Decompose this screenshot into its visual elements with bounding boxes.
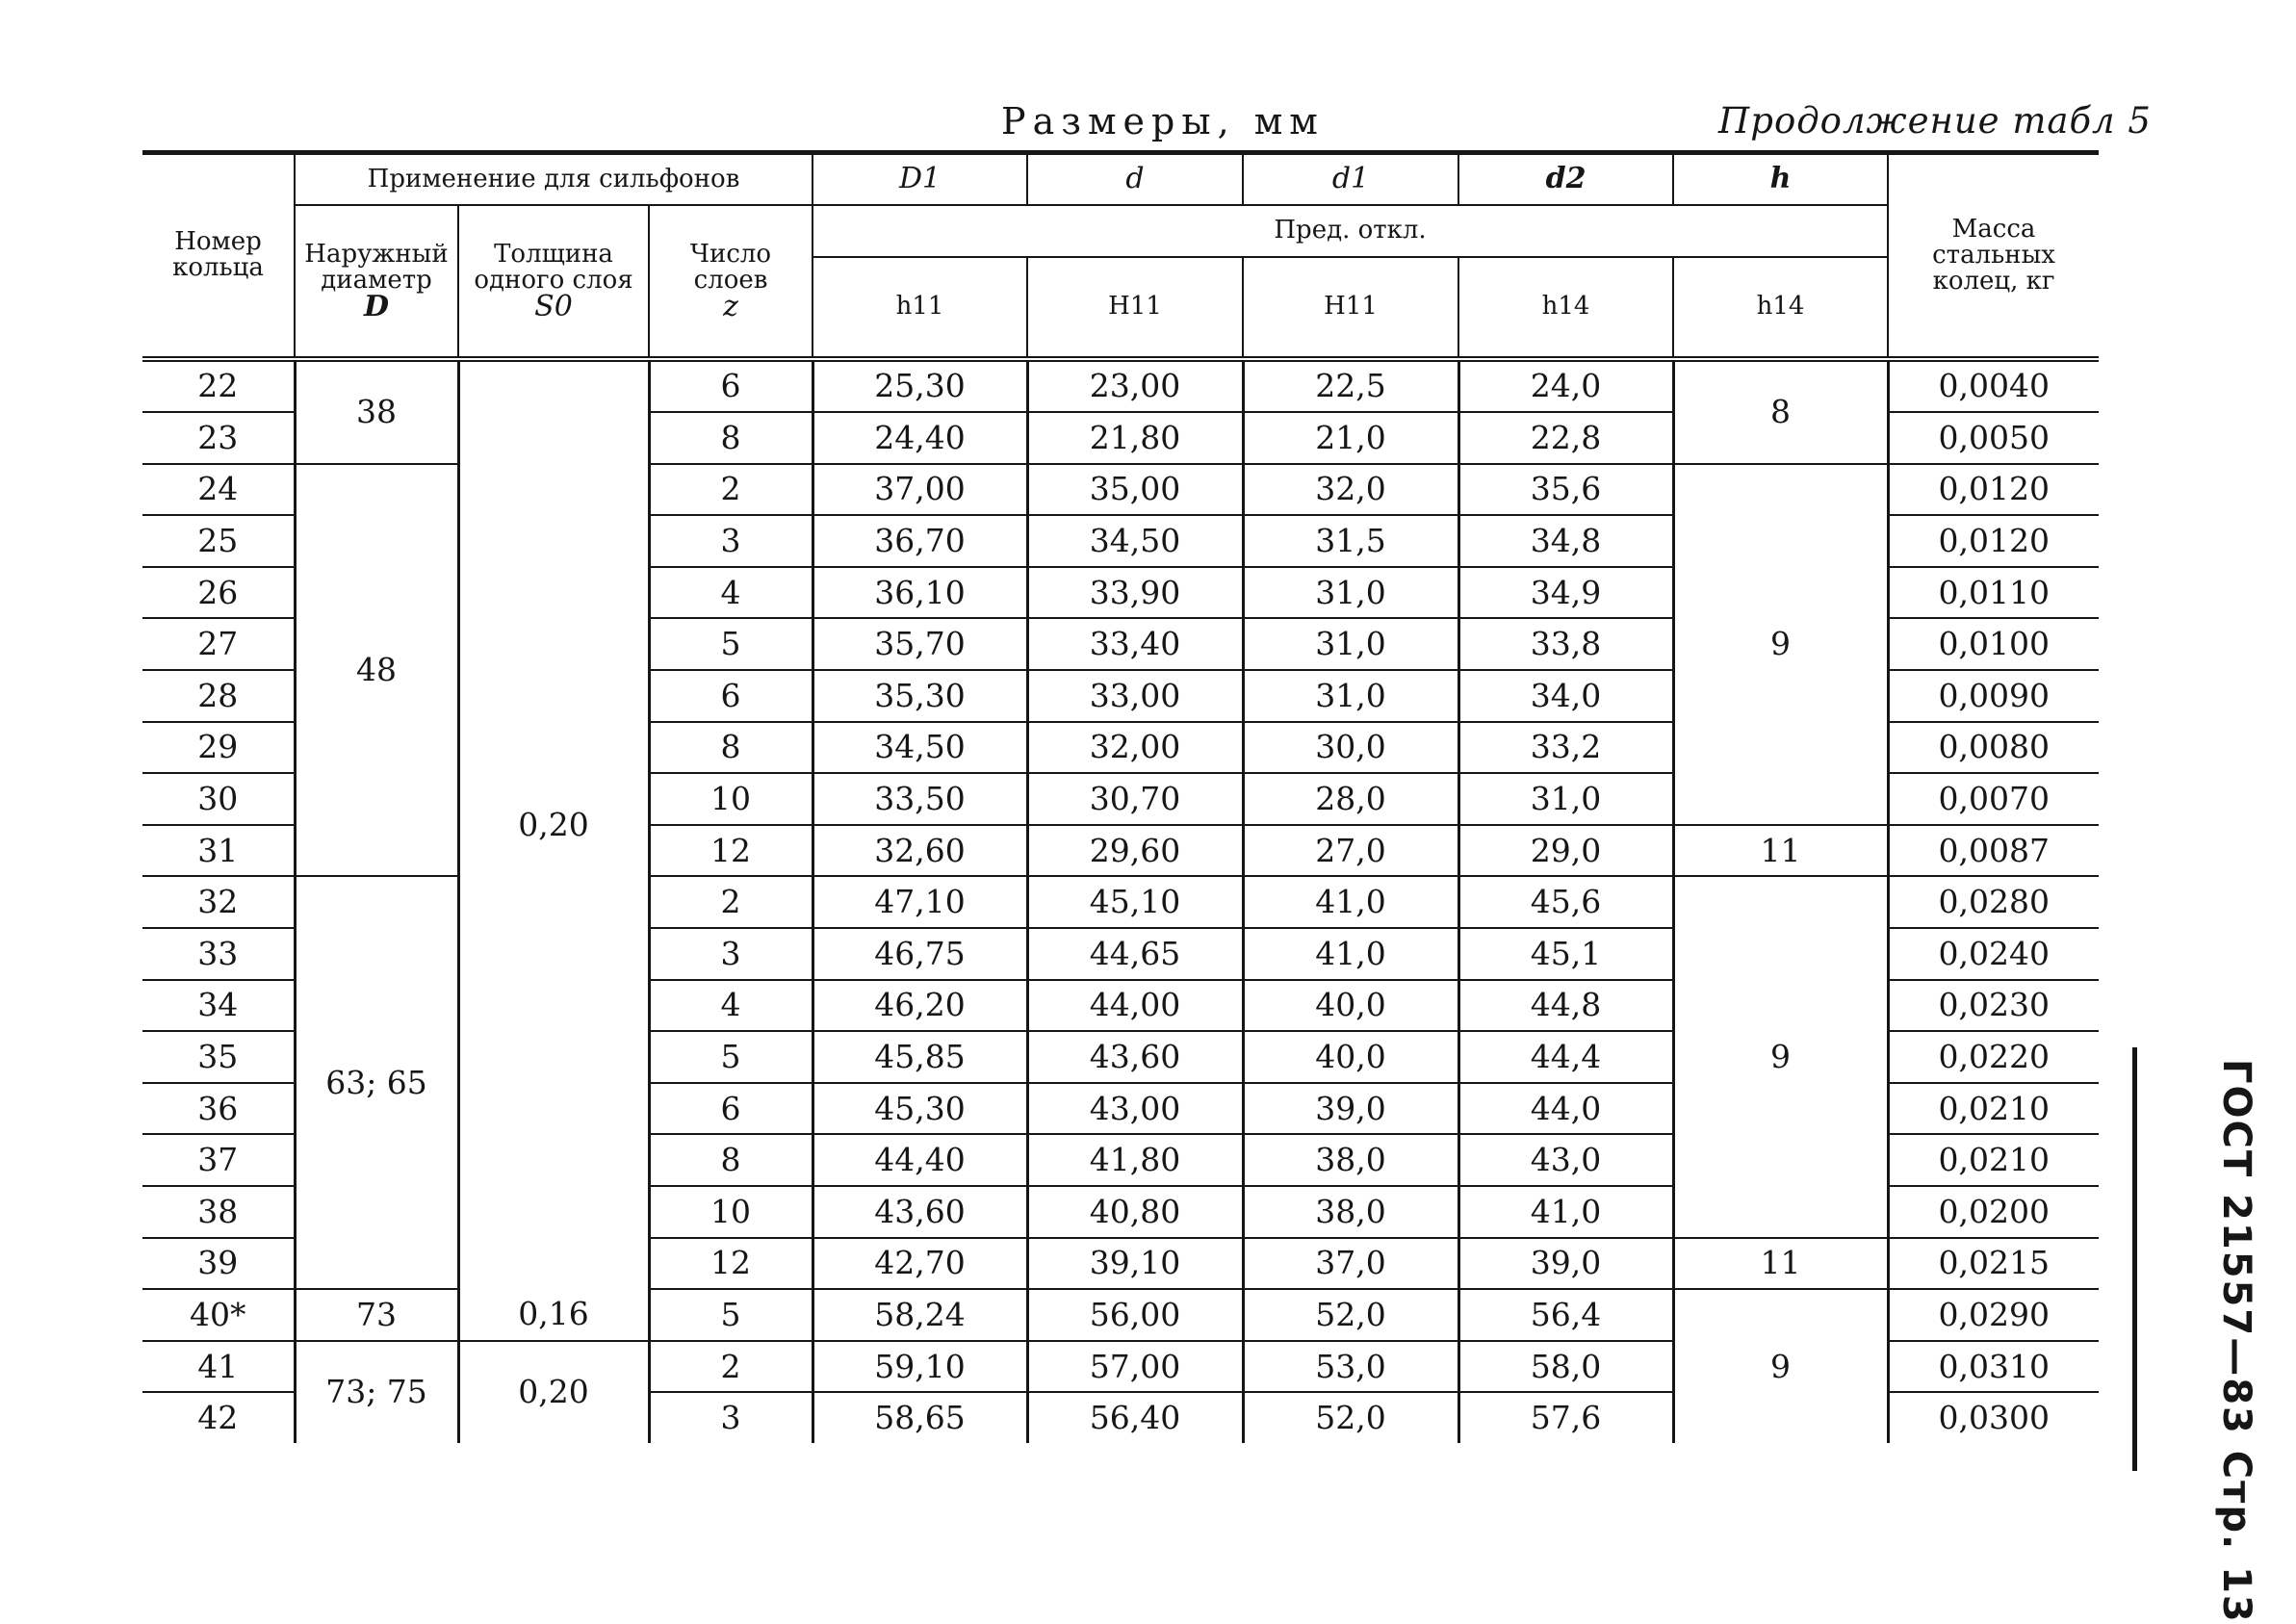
mass-value: 0,0280 [1888, 876, 2099, 928]
col-tolerance: Пред. откл. [813, 205, 1888, 257]
ring-number: 41 [142, 1341, 295, 1393]
layers-count: 4 [649, 567, 813, 619]
layers-count: 3 [649, 515, 813, 567]
d1-value: 38,0 [1243, 1134, 1458, 1186]
d-value: 21,80 [1027, 412, 1243, 464]
layer-thickness: 0,20 [458, 359, 649, 1290]
d1-value: 40,0 [1243, 1031, 1458, 1083]
outer-diameter: 63; 65 [295, 876, 458, 1289]
d1-value: 28,0 [1243, 773, 1458, 825]
layers-count: 5 [649, 618, 813, 670]
layers-count: 12 [649, 825, 813, 877]
d2-value: 22,8 [1458, 412, 1673, 464]
layer-thickness: 0,16 [458, 1289, 649, 1341]
ring-number: 28 [142, 670, 295, 722]
mass-value: 0,0215 [1888, 1238, 2099, 1290]
d2-value: 56,4 [1458, 1289, 1673, 1341]
D1-value: 46,75 [813, 928, 1027, 980]
d-value: 34,50 [1027, 515, 1243, 567]
outer-diameter: 73; 75 [295, 1341, 458, 1443]
col-h [1673, 153, 1888, 205]
D1-value: 43,60 [813, 1186, 1027, 1238]
d1-value: 41,0 [1243, 928, 1458, 980]
d2-value: 34,8 [1458, 515, 1673, 567]
dimensions-title: Размеры, мм [1001, 100, 1325, 142]
col-application: Применение для сильфонов [295, 153, 813, 205]
layers-count: 8 [649, 412, 813, 464]
mass-value: 0,0290 [1888, 1289, 2099, 1341]
mass-value: 0,0220 [1888, 1031, 2099, 1083]
layers-count: 6 [649, 359, 813, 413]
layers-count: 3 [649, 928, 813, 980]
layers-count: 4 [649, 980, 813, 1032]
d1-value: 31,0 [1243, 618, 1458, 670]
d-value: 56,00 [1027, 1289, 1243, 1341]
layers-count-label: Число слоев [689, 240, 772, 295]
ring-number: 38 [142, 1186, 295, 1238]
h-value: 9 [1673, 1289, 1888, 1443]
d-value: 57,00 [1027, 1341, 1243, 1393]
D1-symbol: D1 [898, 161, 942, 195]
mass-value: 0,0110 [1888, 567, 2099, 619]
ring-number: 36 [142, 1083, 295, 1135]
ring-number: 33 [142, 928, 295, 980]
layers-count: 5 [649, 1289, 813, 1341]
D1-value: 36,70 [813, 515, 1027, 567]
outer-diameter: 48 [295, 464, 458, 877]
d2-value: 29,0 [1458, 825, 1673, 877]
d-value: 41,80 [1027, 1134, 1243, 1186]
d2-value: 58,0 [1458, 1341, 1673, 1393]
D1-value: 58,24 [813, 1289, 1027, 1341]
d1-value: 32,0 [1243, 464, 1458, 516]
D1-value: 24,40 [813, 412, 1027, 464]
d-value: 44,00 [1027, 980, 1243, 1032]
d-value: 56,40 [1027, 1392, 1243, 1443]
d2-value: 35,6 [1458, 464, 1673, 516]
tol-d: H11 [1027, 257, 1243, 359]
d1-value: 22,5 [1243, 359, 1458, 413]
d2-value: 34,0 [1458, 670, 1673, 722]
d-value: 43,60 [1027, 1031, 1243, 1083]
mass-value: 0,0087 [1888, 825, 2099, 877]
outer-diameter-symbol: D [363, 290, 389, 323]
D1-value: 34,50 [813, 722, 1027, 774]
D1-value: 44,40 [813, 1134, 1027, 1186]
mass-value: 0,0070 [1888, 773, 2099, 825]
ring-number: 34 [142, 980, 295, 1032]
ring-number: 29 [142, 722, 295, 774]
page-standard-label: ГОСТ 21557—83 Стр. 13 [2214, 1059, 2258, 1624]
d2-value: 34,9 [1458, 567, 1673, 619]
d2-symbol: d2 [1545, 161, 1587, 195]
col-mass: Масса стальных колец, кг [1888, 153, 2099, 359]
side-rule [2132, 1047, 2205, 1471]
layers-count: 8 [649, 1134, 813, 1186]
h-value: 11 [1673, 825, 1888, 877]
outer-diameter: 73 [295, 1289, 458, 1341]
d1-value: 39,0 [1243, 1083, 1458, 1135]
d-value: 33,90 [1027, 567, 1243, 619]
D1-value: 32,60 [813, 825, 1027, 877]
d2-value: 45,1 [1458, 928, 1673, 980]
ring-number: 35 [142, 1031, 295, 1083]
d-value: 40,80 [1027, 1186, 1243, 1238]
ring-number: 23 [142, 412, 295, 464]
ring-number: 31 [142, 825, 295, 877]
d-value: 29,60 [1027, 825, 1243, 877]
tol-d2: h14 [1458, 257, 1673, 359]
D1-value: 47,10 [813, 876, 1027, 928]
d-value: 43,00 [1027, 1083, 1243, 1135]
mass-value: 0,0120 [1888, 515, 2099, 567]
d-value: 45,10 [1027, 876, 1243, 928]
D1-value: 45,85 [813, 1031, 1027, 1083]
d2-value: 31,0 [1458, 773, 1673, 825]
layers-count: 12 [649, 1238, 813, 1290]
d2-value: 24,0 [1458, 359, 1673, 413]
layers-count: 6 [649, 670, 813, 722]
d2-value: 33,8 [1458, 618, 1673, 670]
d2-value: 41,0 [1458, 1186, 1673, 1238]
col-d1 [1243, 153, 1458, 205]
D1-value: 25,30 [813, 359, 1027, 413]
col-layer-thickness [458, 205, 649, 359]
D1-value: 36,10 [813, 567, 1027, 619]
h-value: 9 [1673, 876, 1888, 1237]
layers-count: 10 [649, 1186, 813, 1238]
d-value: 23,00 [1027, 359, 1243, 413]
tol-h: h14 [1673, 257, 1888, 359]
h-symbol: h [1769, 161, 1792, 195]
col-d2 [1458, 153, 1673, 205]
d1-value: 31,5 [1243, 515, 1458, 567]
h-value: 9 [1673, 464, 1888, 825]
continuation-label: Продолжение табл 5 [1718, 100, 2152, 142]
d-value: 44,65 [1027, 928, 1243, 980]
ring-number: 27 [142, 618, 295, 670]
layers-count: 3 [649, 1392, 813, 1443]
d1-value: 38,0 [1243, 1186, 1458, 1238]
d-value: 33,40 [1027, 618, 1243, 670]
D1-value: 37,00 [813, 464, 1027, 516]
mass-value: 0,0210 [1888, 1134, 2099, 1186]
d1-value: 30,0 [1243, 722, 1458, 774]
d2-value: 39,0 [1458, 1238, 1673, 1290]
mass-value: 0,0050 [1888, 412, 2099, 464]
d2-value: 33,2 [1458, 722, 1673, 774]
d1-value: 52,0 [1243, 1289, 1458, 1341]
d2-value: 57,6 [1458, 1392, 1673, 1443]
d1-value: 41,0 [1243, 876, 1458, 928]
ring-number: 22 [142, 359, 295, 413]
d-value: 30,70 [1027, 773, 1243, 825]
D1-value: 46,20 [813, 980, 1027, 1032]
mass-value: 0,0240 [1888, 928, 2099, 980]
d-value: 32,00 [1027, 722, 1243, 774]
ring-number: 30 [142, 773, 295, 825]
d1-value: 40,0 [1243, 980, 1458, 1032]
h-value: 8 [1673, 359, 1888, 464]
d1-value: 37,0 [1243, 1238, 1458, 1290]
mass-value: 0,0040 [1888, 359, 2099, 413]
D1-value: 35,30 [813, 670, 1027, 722]
mass-value: 0,0120 [1888, 464, 2099, 516]
tol-d1: H11 [1243, 257, 1458, 359]
d2-value: 44,0 [1458, 1083, 1673, 1135]
layers-count: 2 [649, 464, 813, 516]
d2-value: 43,0 [1458, 1134, 1673, 1186]
layers-count: 2 [649, 1341, 813, 1393]
ring-number: 37 [142, 1134, 295, 1186]
layers-count: 8 [649, 722, 813, 774]
h-value: 11 [1673, 1238, 1888, 1290]
ring-number: 32 [142, 876, 295, 928]
layers-count: 5 [649, 1031, 813, 1083]
d-value: 39,10 [1027, 1238, 1243, 1290]
col-d [1027, 153, 1243, 205]
d-value: 35,00 [1027, 464, 1243, 516]
d-symbol: d [1125, 161, 1145, 195]
d1-value: 21,0 [1243, 412, 1458, 464]
d1-value: 27,0 [1243, 825, 1458, 877]
layer-thickness-symbol: S0 [534, 290, 573, 323]
d1-value: 52,0 [1243, 1392, 1458, 1443]
D1-value: 45,30 [813, 1083, 1027, 1135]
D1-value: 58,65 [813, 1392, 1027, 1443]
outer-diameter-label: Наружный диаметр [304, 240, 449, 295]
d1-value: 31,0 [1243, 567, 1458, 619]
mass-value: 0,0080 [1888, 722, 2099, 774]
mass-value: 0,0310 [1888, 1341, 2099, 1393]
outer-diameter: 38 [295, 359, 458, 464]
col-ring-number: Номер кольца [142, 153, 295, 359]
col-outer-diameter [295, 205, 458, 359]
layer-thickness-label: Толщина одного слоя [474, 240, 633, 295]
d2-value: 44,4 [1458, 1031, 1673, 1083]
ring-number: 42 [197, 1399, 239, 1437]
ring-number: 39 [142, 1238, 295, 1290]
tol-D1: h11 [813, 257, 1027, 359]
col-layers-count [649, 205, 813, 359]
mass-value: 0,0090 [1888, 670, 2099, 722]
mass-value: 0,0100 [1888, 618, 2099, 670]
D1-value: 59,10 [813, 1341, 1027, 1393]
D1-value: 35,70 [813, 618, 1027, 670]
d1-value: 53,0 [1243, 1341, 1458, 1393]
ring-number: 40* [142, 1289, 295, 1341]
ring-number: 25 [142, 515, 295, 567]
layer-thickness: 0,20 [458, 1341, 649, 1443]
mass-value: 0,0210 [1888, 1083, 2099, 1135]
d-value: 33,00 [1027, 670, 1243, 722]
ring-number: 26 [142, 567, 295, 619]
layers-count: 10 [649, 773, 813, 825]
layers-count-symbol: z [723, 290, 738, 323]
mass-value: 0,0300 [1888, 1392, 2099, 1443]
mass-value: 0,0200 [1888, 1186, 2099, 1238]
mass-value: 0,0230 [1888, 980, 2099, 1032]
d2-value: 44,8 [1458, 980, 1673, 1032]
ring-number: 24 [142, 464, 295, 516]
D1-value: 33,50 [813, 773, 1027, 825]
layers-count: 2 [649, 876, 813, 928]
d2-value: 45,6 [1458, 876, 1673, 928]
d1-symbol: d1 [1331, 161, 1370, 195]
layers-count: 6 [649, 1083, 813, 1135]
D1-value: 42,70 [813, 1238, 1027, 1290]
rings-table [142, 150, 2099, 1443]
col-D1 [813, 153, 1027, 205]
d1-value: 31,0 [1243, 670, 1458, 722]
